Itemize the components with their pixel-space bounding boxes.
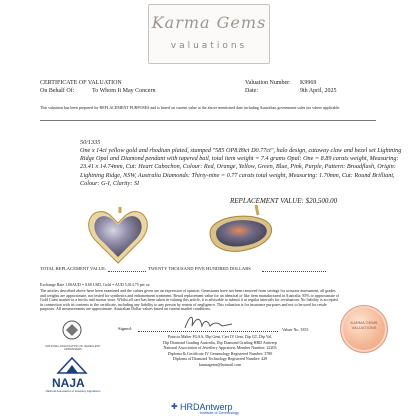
signature-line — [138, 331, 278, 332]
signature-image — [182, 312, 234, 332]
email: karmagems@hotmail.com — [198, 361, 242, 367]
lot-number: 50/1335 — [80, 139, 101, 146]
logo-brand-text: Karma Gems — [151, 13, 267, 32]
association-emblem — [50, 318, 94, 344]
company-logo — [148, 4, 270, 64]
dotted-leader — [108, 271, 146, 272]
naja-subtitle: National Association of Jewellery Appraisers — [45, 389, 101, 393]
pendant-photo — [80, 203, 280, 265]
total-in-words: TWENTY THOUSAND FIVE HUNDRED DOLLARS — [148, 266, 251, 271]
naja-logo-text: NAJA — [52, 376, 85, 390]
seal-text: KARMA GEMS VALUATIONS — [350, 320, 378, 330]
on-behalf-label: On Behalf Of: — [40, 88, 75, 94]
logo-subtitle: valuations — [170, 41, 248, 51]
credential-line: Patricia Maher FGAA, Dip Gem, Cert IV Gem, Dip GT, Dip Val. — [167, 334, 273, 339]
naja-emblem — [54, 355, 90, 377]
fine-print: The articles described above have been examined and the values given are an expression of opinion. Gemstones have not been removed from settings for accurate assessment, all grades and weights are approximate, nor tested for synthetics and enhancement treatment. Retail replacement value for an identical or like item manufactured in Australia. 85% to approximate of Gold Coast market in a bricks and mortar store. Whilst all care has been taken in valuing this article, it is advisable to submit it at regular intervals for revaluation. No liability is accepted in connection with its contents to the certificate, including any liability to any person by reason of negligence. This valuation is for insurance purposes and not to be used for resale purposes. All measurements are approximate. Australian Dollar values based on current market conditions. — [40, 288, 340, 312]
credential-line: Dip Diamond Grading Australia, Dip Diamond Grading HRD Antwerp — [163, 339, 277, 345]
date-value: 9th April, 2025 — [300, 88, 337, 94]
replacement-notice: This valuation has been prepared for REPLACEMENT PURPOSES and is based on current value at the above mentioned date including Australian government sales tax where applicable. — [40, 105, 341, 110]
dotted-leader — [262, 271, 326, 272]
credential-line: Diploma of Diamond Technology Registered Number: 428 — [172, 356, 268, 362]
hrd-logo-text: HRDAntwerp — [180, 402, 233, 412]
item-description: One x 14ct yellow gold and rhodium plated, stamped "585 OP8.89ct D0.77ct", halo design, cutaway claw and bezel set Lightning Ridge Opal and Diamond pendant with tapered bail, total item weight = 7.4 grams Opal: One = 8.89 carats weight, Measuring: 23.41 x 14.74mm, Cut: Heart Cabochon, Colour: Red, Orange, Yellow, Green, Blue, Pink, Purple, Pattern: Broadflash, Origin: Lightning Ridge, NSW, Australia Diamonds: Thirty-nine = 0.77 carats total weight, Measuring: 1.70mm, Cut: Round Brilliant, Colour: G-I, Clarity: SI — [80, 147, 402, 187]
valuer-number: Valuer No. 3353 — [282, 327, 309, 332]
replacement-value: REPLACEMENT VALUE: $20,500.00 — [230, 197, 338, 205]
company-seal — [340, 305, 388, 353]
divider — [40, 120, 376, 121]
valuation-number-value: K9969 — [300, 80, 317, 86]
credentials-block — [130, 334, 310, 368]
certificate-title: CERTIFICATE OF VALUATION — [40, 80, 122, 86]
valuation-number-label: Valuation Number: — [245, 80, 291, 86]
date-label: Date: — [245, 88, 258, 94]
total-label: TOTAL REPLACEMENT VALUE: — [40, 266, 107, 271]
hrd-subtitle: Institute of Gemmology — [200, 411, 240, 415]
hrd-plus-icon: ✚ — [171, 402, 178, 411]
signed-label: Signed: — [118, 326, 133, 331]
association-name: NATIONAL ASSOCIATION OF JEWELLERY APPRAISERS — [45, 344, 101, 352]
credential-line: National Association of Jewellery Appraisers Member Number: 22203 — [163, 345, 277, 351]
exchange-rate: Exchange Rate 1.00AUD = 0.60 USD, Gold = AUD 5,014.75 per oz — [40, 282, 150, 287]
credential-line: Diploma & Certificate IV Gemmology Registered Number: 3780 — [167, 350, 273, 356]
on-behalf-value: To Whom It May Concern — [92, 88, 156, 94]
